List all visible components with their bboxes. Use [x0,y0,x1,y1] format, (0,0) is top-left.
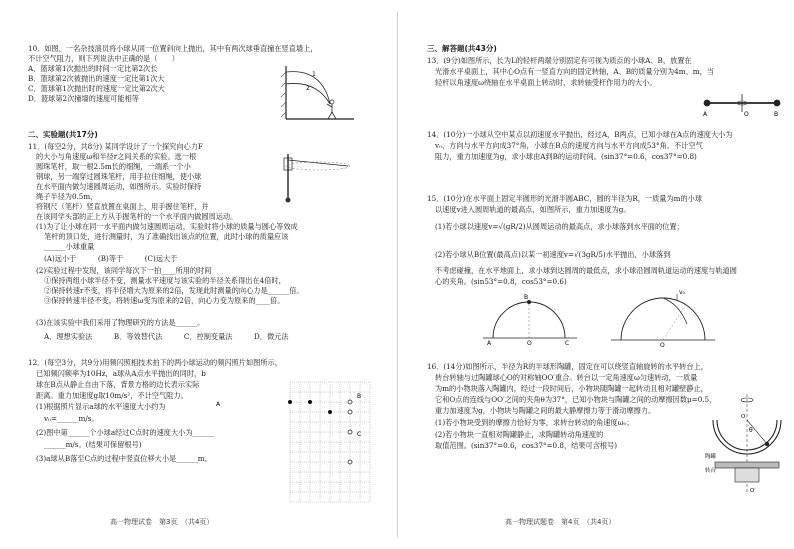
ball-a-image [308,400,312,404]
point-c-label: C [565,340,570,347]
q11-line: 在该同学头部的正上方从手握笔杆的一个水平面内做圆周运动。 [36,212,238,221]
footer-page-4: 高一物理试题卷 第4页 （共4页） [505,518,616,526]
ball-a-image [288,400,292,404]
q16-bowl-figure [705,392,789,496]
q15-semicircle-figure-1 [479,290,581,346]
q11-options-method: A．理想实验法 B．等效替代法 C．控制变量法 D．微元法 [44,332,289,341]
trajectory-label: 2 [306,85,310,92]
footer-page-3: 高一物理试卷 第3页 （共4页） [110,518,214,526]
q10-option-a: A．篮球第1次抛出的时间一定比第2次长 [28,64,158,73]
pivot-o-label: O [744,111,749,118]
q12-line: 球在B点从静止自由下落，背景方格的边长表示实际 [36,380,200,389]
axis-o-prime-label: O′ [750,488,756,494]
q16-line: 取值范围。(sin37°=0.6，cos37°=0.8，结果可含根号) [435,441,618,450]
q11-line: 11．(每空2分，共8分) 某同学设计了一个探究向心力F [28,142,203,151]
q10-wall-figure [272,64,356,124]
q11-line: ②保持转速r不变，将半径增大为原来的2倍，发现此时测量的向心力是______倍。 [44,286,304,295]
q16-line: 为m的小物块落入陶罐内，经过一段时间后，小物块随陶罐一起转动且相对罐壁静止， [435,384,708,393]
q13-rod-figure [697,92,787,118]
q11-line: 绳子半径为0.5m， [36,192,98,201]
q14-line: 14．(10分)一小球从空中某点以初速度水平抛出，经过A、B两点，已知小球在A点的速度大小为 [427,130,733,139]
section-3-title: 三、解答题(共43分) [427,44,497,53]
point-b-label: B [524,294,529,301]
section-2-title: 二、实验题(共17分) [28,130,98,139]
right-column [397,0,794,549]
q11-part-2: (2)实验过程中发现，该同学每次下一拍____所用的时间 [36,266,212,275]
q10-option-d: D．篮球第2次撞墙的速度可能相等 [28,94,139,103]
q12-line: ______m/s。(结果可保留根号) [44,440,142,449]
q13-line: 轻杆以角速度ω绕轴在水平桌面上转动时，求转轴受杆作用力的大小。 [435,78,657,87]
q10-option-b: B．篮球第2次被抛出的速度一定比第1次大 [28,74,165,83]
q12-line: 距离。重力加速度g取10m/s²，不计空气阻力。 [36,391,188,400]
grid-point-label: B [357,393,362,400]
ball-b-label: B [774,111,779,118]
q13-line: 13．(9分)如图所示，长为L的轻杆两端分别固定有可视为质点的小球A、B，放置在 [427,56,692,65]
q10-line: 不计空气阻力，则下列说法中正确的是（ ） [28,54,179,63]
center-o-label: O [741,414,746,420]
q11-line: 在水平面内做匀速圆周运动，如图所示。实验时保持 [36,182,202,191]
grid-point-label: A [216,401,221,408]
q11-pen-figure [258,150,358,210]
center-o-label: O [660,342,665,349]
q16-line: 转台转轴与过陶罐球心O的对称轴OO′重合。转台以一定角速度ω匀速转动，一质量 [435,373,698,382]
velocity-v0-label: v₀ [679,289,685,296]
q11-line: 笔杆的顶口处，进行测量时，为了准确找出该点的位置，此时小球的质量应该 [44,232,289,241]
q14-line: 阻力，重力加速度为g，求小球由A到B的运动时间。(sin37°=0.6，cos37°=0.8) [435,152,697,161]
q13-line: 光滑水平桌面上，其中心O点有一竖直方向的固定转轴，A、B的质量分别为4m、m，当 [435,67,714,76]
angle-theta-label: θ [749,427,753,434]
q11-part-3: (3)在该实验中我们采用了物理研究的方法是______。 [36,318,205,327]
q11-line: 将钢尺（笔杆）竖直放置在桌面上，用手握住笔杆，并 [36,202,209,211]
q11-line: 圆珠笔杆，取一根2.5m长的细绳，一端系一个小 [36,162,191,171]
ball-b-image [348,400,352,404]
q16-line: 重力加速度为g，小物块与陶罐之间的最大静摩擦力等于滑动摩擦力。 [435,406,656,415]
q10-line: 10．如图，一名杂技演员将小球从同一位置斜向上抛出，其中有两次球垂直撞在竖直墙上， [28,44,318,53]
q16-part-1: (1)若小物块受到的摩擦力恰好为零，求转台转动的角速度ω₀； [435,418,634,427]
q11-line: ______小球重量 [44,242,95,251]
q12-part-3: (3)a球从B落至C点的过程中竖直位移大小是______m。 [36,454,212,463]
q11-line: 钢球，另一端穿过圆珠笔杆，用手拉住细绳，使小球 [36,172,202,181]
q15-part-2: (2)若小球从B位置(最高点)以某一初速度v=√(3gR/5)水平抛出，小球落到 [435,250,671,259]
q15-line: 以速度v进入圆周轨道的最高点，如图所示，重力加速度为g。 [435,205,631,214]
q15-semicircle-figure-2 [607,284,719,348]
ball-a-image [328,410,332,414]
q12-part-2: (2)图中第______个小球a经过C点时的速度大小为______ [36,428,215,437]
q11-line: 的大小与角速度ω和半径r之间关系的实验。选一根 [36,152,197,161]
q15-line: 15．(10分)在水平面上固定半圆形的光滑半圆ABC，圆的半径为R，一质量为m的小球 [427,194,703,203]
center-o-label: O [527,340,532,347]
q12-line: 已知频闪频率为10Hz，a球从A点水平抛出的同时，b [36,369,206,378]
trajectory-label: 1 [312,71,316,78]
q12-strobe-grid-figure [216,378,374,510]
q11-options: (A)远小于 (B)等于 (C)远大于 [44,254,178,263]
ball-b-image [348,430,352,434]
q11-part-1: (1)为了让小球在同一水平面内做匀速圆周运动，实验时将小球的质量与圆心等效成 [36,222,298,231]
q15-line: 不考虑碰撞，在水平地面上，求小球到达圆周的最低点，求小球沿圆周轨道运动的速度与轨道圆 [435,266,737,275]
point-a-label: A [487,340,492,347]
q12-part-1: (1)根据照片显示a球的水平速度大小约为 [36,402,166,411]
q16-line: 它和O点的连线与OO′之间的夹角θ为37°，已知小物块与陶罐之间的动摩擦因数μ=0.5， [435,395,717,404]
q15-part-1: (1)若小球以速度v=√(gR/2)从圆周运动的最高点，求小球落到水平面的位置； [435,222,684,231]
pot-label: 陶罐 [705,454,717,460]
q16-part-2: (2)若小物块一直相对陶罐静止，求陶罐转动角速度的 [435,430,604,439]
q15-line: 心的夹角。(sin53°=0.8，cos53°=0.6) [435,277,567,286]
q12-line: v₀=______m/s。 [44,414,99,423]
q16-line: 16．(14分)如图所示，半径为R的半球形陶罐，固定在可以绕竖直轴旋转的水平转台上， [427,362,708,371]
ball-b-image [348,410,352,414]
ball-a-label: A [703,111,708,118]
q14-line: v₀、方向与水平方向成37°角，小球在B点的速度方向与水平方向成53°角。不计空气 [435,141,703,150]
q11-line: ①保持两组小球半径不变，测量水平速度与该实验的半径关系得出在4倍时， [44,276,286,285]
ball-b-image [348,460,352,464]
turntable-label: 转台 [705,468,717,474]
q11-line: ③保持转速半径不变，将转速ω变为原来的2倍，向心力变为原来的____倍。 [44,296,285,305]
q10-option-c: C．篮球第1次抛出时的速度一定比第2次大 [28,84,165,93]
q12-line: 12．(每空3分，共9分)用频闪照相技术拍下的两小球运动的频闪照片如图所示， [28,358,282,367]
grid-point-label: C [357,431,362,438]
